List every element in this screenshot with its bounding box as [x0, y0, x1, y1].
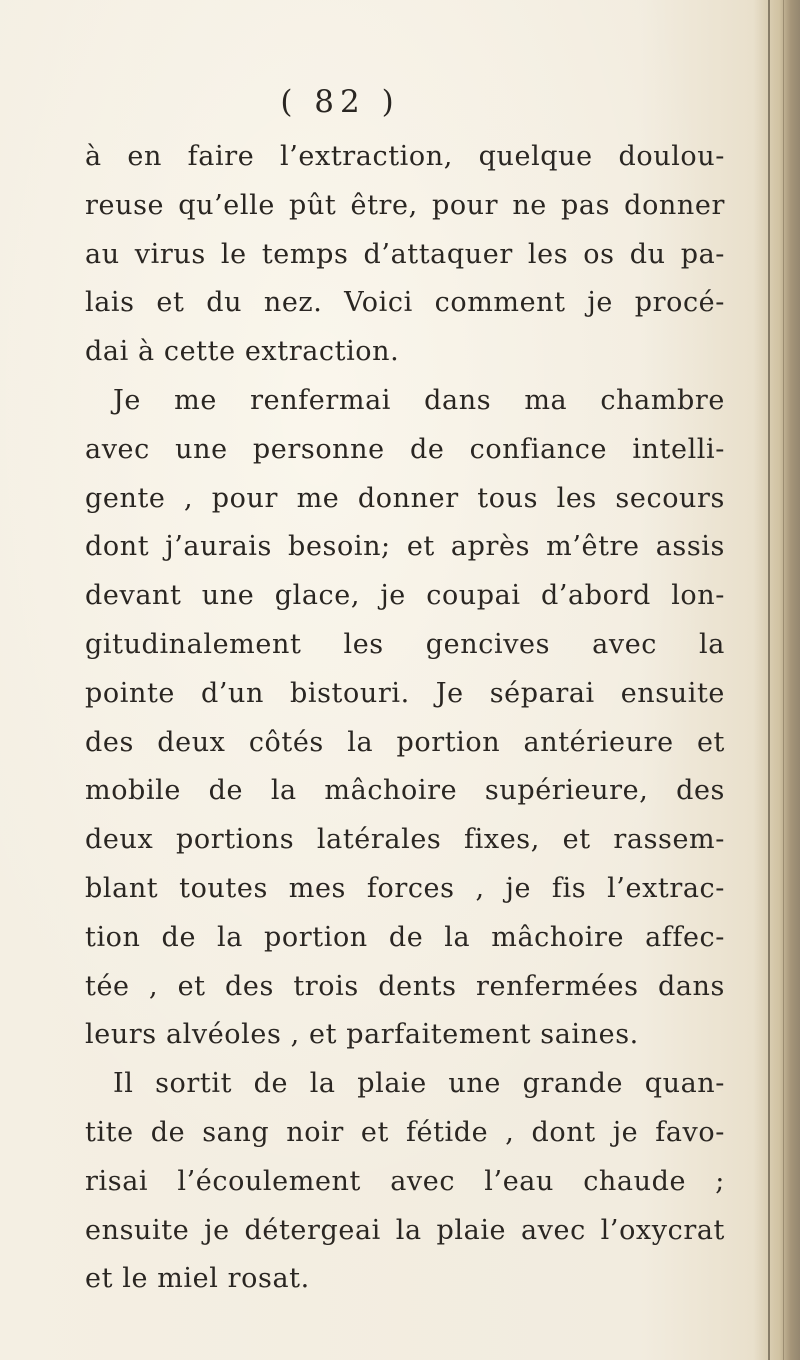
text-line: risai l’écoulement avec l’eau chaude ; — [85, 1165, 725, 1197]
text-line: lais et du nez. Voici comment je procé- — [85, 287, 725, 319]
text-line: tion de la portion de la mâchoire affec- — [85, 921, 725, 953]
text-line: dont j’aurais besoin; et après m’être assis — [85, 531, 725, 563]
text-line: des deux côtés la portion antérieure et — [85, 726, 725, 758]
text-line: leurs alvéoles , et parfaitement saines. — [85, 1019, 639, 1051]
text-line: tite de sang noir et fétide , dont je favo- — [85, 1116, 725, 1148]
text-line: gitudinalement les gencives avec la — [85, 628, 725, 660]
page-edge-line — [768, 0, 770, 1360]
text-line: ensuite je détergeai la plaie avec l’oxycrat — [85, 1214, 725, 1246]
text-line: Je me renfermai dans ma chambre — [113, 384, 725, 416]
text-line: deux portions latérales fixes, et rassem- — [85, 824, 725, 856]
text-line: et le miel rosat. — [85, 1263, 310, 1295]
text-line: mobile de la mâchoire supérieure, des — [85, 775, 725, 807]
text-line: avec une personne de confiance intelli- — [85, 433, 725, 465]
text-line: tée , et des trois dents renfermées dans — [85, 970, 725, 1002]
body-text — [85, 133, 725, 1304]
text-line: au virus le temps d’attaquer les os du pa- — [85, 238, 725, 270]
text-line: gente , pour me donner tous les secours — [85, 482, 725, 514]
page-number: ( 82 ) — [280, 84, 400, 120]
text-line: à en faire l’extraction, quelque doulou- — [85, 141, 725, 172]
text-line: devant une glace, je coupai d’abord lon- — [85, 580, 725, 612]
page-edge-line-inner — [783, 0, 784, 1360]
page-edge-shadow — [754, 0, 800, 1360]
text-line: dai à cette extraction. — [85, 336, 400, 368]
text-line: Il sortit de la plaie une grande quan- — [113, 1068, 725, 1100]
text-line: pointe d’un bistouri. Je séparai ensuite — [85, 677, 725, 709]
text-line: reuse qu’elle pût être, pour ne pas donner — [85, 189, 725, 221]
text-line: blant toutes mes forces , je fis l’extrac- — [85, 872, 725, 904]
